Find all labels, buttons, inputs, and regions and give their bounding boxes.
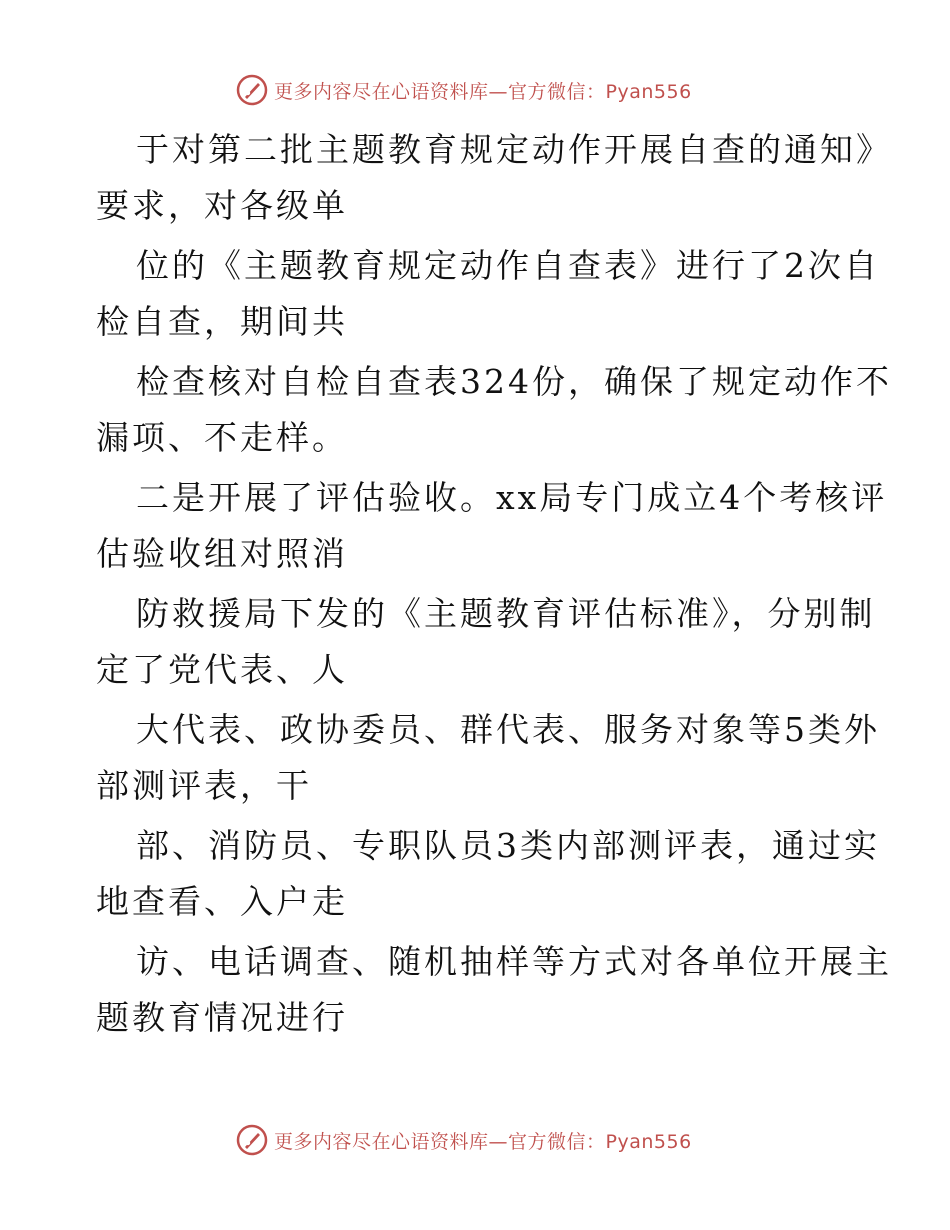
footer-watermark	[236, 1122, 692, 1158]
footer-watermark-text: 更多内容尽在心语资料库—官方微信：Pyan556	[274, 1130, 692, 1153]
text-line-2: 要求，对各级单	[96, 186, 348, 225]
text-line-10: 定了党代表、人	[96, 650, 348, 689]
text-line-12: 部测评表，干	[96, 766, 312, 805]
text-line-3: 位的《主题教育规定动作自查表》进行了2次自	[136, 246, 880, 285]
quill-logo-icon	[236, 74, 268, 106]
text-line-5: 检查核对自检自查表324份，确保了规定动作不	[136, 362, 892, 401]
text-line-16: 题教育情况进行	[96, 998, 348, 1037]
text-line-8: 估验收组对照消	[96, 534, 348, 573]
text-line-13: 部、消防员、专职队员3类内部测评表，通过实	[136, 826, 880, 865]
header-watermark-text: 更多内容尽在心语资料库—官方微信：Pyan556	[274, 80, 692, 103]
text-line-1: 于对第二批主题教育规定动作开展自查的通知》	[136, 130, 892, 169]
text-line-11: 大代表、政协委员、群代表、服务对象等5类外	[136, 710, 880, 749]
text-line-7: 二是开展了评估验收。xx局专门成立4个考核评	[136, 478, 888, 517]
header-watermark	[236, 72, 692, 108]
quill-logo-icon	[236, 1124, 268, 1156]
text-line-6: 漏项、不走样。	[96, 418, 348, 457]
text-line-14: 地查看、入户走	[96, 882, 348, 921]
text-line-15: 访、电话调查、随机抽样等方式对各单位开展主	[136, 942, 892, 981]
text-line-9: 防救援局下发的《主题教育评估标准》，分别制	[136, 594, 876, 633]
text-line-4: 检自查，期间共	[96, 302, 348, 341]
